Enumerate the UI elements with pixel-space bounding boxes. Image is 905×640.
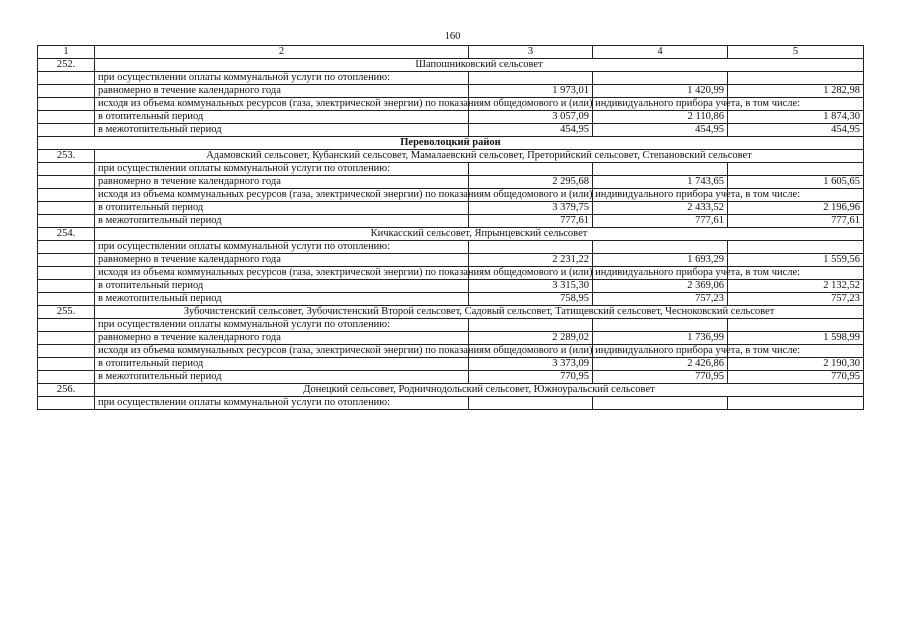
value-cell: 1 736,99 bbox=[593, 332, 728, 345]
empty-cell bbox=[728, 163, 864, 176]
row-label: исходя из объема коммунальных ресурсов (газа, электрической энергии) по показаниям общедомового и (или) индивидуального прибора учета, в том числе: bbox=[95, 267, 469, 280]
table-row bbox=[38, 98, 864, 111]
header-cell: 2 bbox=[95, 46, 469, 59]
table-row bbox=[38, 85, 864, 98]
table-row bbox=[38, 176, 864, 189]
section-title: Адамовский сельсовет, Кубанский сельсовет, Мамалаевский сельсовет, Преторийский сельсовет, Степановский сельсовет bbox=[95, 150, 864, 163]
row-number: 256. bbox=[38, 384, 95, 397]
table-row bbox=[38, 111, 864, 124]
table-row bbox=[38, 241, 864, 254]
value-cell: 1 598,99 bbox=[728, 332, 864, 345]
table-row bbox=[38, 345, 864, 358]
section-row bbox=[38, 150, 864, 163]
value-cell: 1 693,29 bbox=[593, 254, 728, 267]
empty-cell bbox=[469, 397, 593, 410]
section-row bbox=[38, 59, 864, 72]
table-row bbox=[38, 215, 864, 228]
table-row bbox=[38, 202, 864, 215]
row-label: в межотопительный период bbox=[95, 215, 469, 228]
table-row bbox=[38, 189, 864, 202]
value-cell: 3 373,09 bbox=[469, 358, 593, 371]
section-row bbox=[38, 228, 864, 241]
district-row bbox=[38, 137, 864, 150]
row-label: при осуществлении оплаты коммунальной услуги по отоплению: bbox=[95, 319, 469, 332]
value-cell: 454,95 bbox=[593, 124, 728, 137]
table-row bbox=[38, 358, 864, 371]
value-cell: 2 110,86 bbox=[593, 111, 728, 124]
empty-cell bbox=[38, 163, 95, 176]
empty-cell bbox=[38, 241, 95, 254]
empty-cell bbox=[728, 397, 864, 410]
value-cell: 770,95 bbox=[728, 371, 864, 384]
value-cell: 2 289,02 bbox=[469, 332, 593, 345]
row-label: при осуществлении оплаты коммунальной услуги по отоплению: bbox=[95, 397, 469, 410]
empty-cell bbox=[38, 85, 95, 98]
row-number: 255. bbox=[38, 306, 95, 319]
value-cell: 454,95 bbox=[469, 124, 593, 137]
empty-cell bbox=[593, 241, 728, 254]
value-cell: 777,61 bbox=[728, 215, 864, 228]
empty-cell bbox=[38, 319, 95, 332]
value-cell: 2 426,86 bbox=[593, 358, 728, 371]
section-title: Зубочистенский сельсовет, Зубочистенский Второй сельсовет, Садовый сельсовет, Татищевский сельсовет, Чесноковский сельсовет bbox=[95, 306, 864, 319]
empty-cell bbox=[469, 241, 593, 254]
table-row bbox=[38, 371, 864, 384]
value-cell: 2 132,52 bbox=[728, 280, 864, 293]
row-label: при осуществлении оплаты коммунальной услуги по отоплению: bbox=[95, 241, 469, 254]
empty-cell bbox=[593, 72, 728, 85]
row-label: при осуществлении оплаты коммунальной услуги по отоплению: bbox=[95, 163, 469, 176]
table-row bbox=[38, 124, 864, 137]
value-cell: 2 196,96 bbox=[728, 202, 864, 215]
empty-cell bbox=[38, 98, 95, 111]
table-row bbox=[38, 267, 864, 280]
row-number: 252. bbox=[38, 59, 95, 72]
row-label: исходя из объема коммунальных ресурсов (газа, электрической энергии) по показаниям общедомового и (или) индивидуального прибора учета, в том числе: bbox=[95, 189, 469, 202]
header-cell: 5 bbox=[728, 46, 864, 59]
value-cell: 757,23 bbox=[593, 293, 728, 306]
empty-cell bbox=[38, 111, 95, 124]
empty-cell bbox=[38, 202, 95, 215]
section-row bbox=[38, 384, 864, 397]
table-row bbox=[38, 293, 864, 306]
table-row bbox=[38, 319, 864, 332]
header-cell: 4 bbox=[593, 46, 728, 59]
row-label: в межотопительный период bbox=[95, 371, 469, 384]
value-cell: 1 743,65 bbox=[593, 176, 728, 189]
empty-cell bbox=[38, 215, 95, 228]
value-cell: 454,95 bbox=[728, 124, 864, 137]
empty-cell bbox=[593, 163, 728, 176]
table-row bbox=[38, 332, 864, 345]
value-cell: 3 057,09 bbox=[469, 111, 593, 124]
empty-cell bbox=[38, 345, 95, 358]
empty-cell bbox=[38, 397, 95, 410]
value-cell: 1 420,99 bbox=[593, 85, 728, 98]
empty-cell bbox=[593, 319, 728, 332]
empty-cell bbox=[38, 280, 95, 293]
value-cell: 3 379,75 bbox=[469, 202, 593, 215]
value-cell: 1 282,98 bbox=[728, 85, 864, 98]
empty-cell bbox=[469, 319, 593, 332]
empty-cell bbox=[469, 72, 593, 85]
value-cell: 770,95 bbox=[593, 371, 728, 384]
value-cell: 1 605,65 bbox=[728, 176, 864, 189]
section-row bbox=[38, 306, 864, 319]
empty-cell bbox=[469, 163, 593, 176]
value-cell: 2 433,52 bbox=[593, 202, 728, 215]
empty-cell bbox=[38, 189, 95, 202]
table-header-row bbox=[38, 46, 864, 59]
value-cell: 1 874,30 bbox=[728, 111, 864, 124]
row-number: 253. bbox=[38, 150, 95, 163]
row-label: в межотопительный период bbox=[95, 293, 469, 306]
value-cell: 777,61 bbox=[469, 215, 593, 228]
value-cell: 777,61 bbox=[593, 215, 728, 228]
value-cell: 770,95 bbox=[469, 371, 593, 384]
row-label: в отопительный период bbox=[95, 280, 469, 293]
row-label: равномерно в течение календарного года bbox=[95, 85, 469, 98]
row-label: в межотопительный период bbox=[95, 124, 469, 137]
empty-cell bbox=[38, 332, 95, 345]
empty-cell bbox=[728, 72, 864, 85]
district-title: Переволоцкий район bbox=[38, 137, 864, 150]
row-label: в отопительный период bbox=[95, 111, 469, 124]
empty-cell bbox=[38, 72, 95, 85]
empty-cell bbox=[38, 371, 95, 384]
section-title: Шапошниковский сельсовет bbox=[95, 59, 864, 72]
page-number: 160 bbox=[444, 31, 461, 42]
section-title: Кичкасский сельсовет, Япрынцевский сельсовет bbox=[95, 228, 864, 241]
empty-cell bbox=[728, 241, 864, 254]
table-row bbox=[38, 280, 864, 293]
row-label: равномерно в течение календарного года bbox=[95, 332, 469, 345]
empty-cell bbox=[38, 293, 95, 306]
empty-cell bbox=[38, 267, 95, 280]
value-cell: 3 315,30 bbox=[469, 280, 593, 293]
row-label: в отопительный период bbox=[95, 202, 469, 215]
table-row bbox=[38, 163, 864, 176]
row-label: исходя из объема коммунальных ресурсов (газа, электрической энергии) по показаниям общедомового и (или) индивидуального прибора учета, в том числе: bbox=[95, 98, 469, 111]
row-number: 254. bbox=[38, 228, 95, 241]
value-cell: 1 559,56 bbox=[728, 254, 864, 267]
table-row bbox=[38, 254, 864, 267]
empty-cell bbox=[38, 124, 95, 137]
empty-cell bbox=[38, 254, 95, 267]
table-row bbox=[38, 72, 864, 85]
value-cell: 2 190,30 bbox=[728, 358, 864, 371]
tariff-table bbox=[37, 45, 864, 410]
row-label: в отопительный период bbox=[95, 358, 469, 371]
value-cell: 758,95 bbox=[469, 293, 593, 306]
empty-cell bbox=[728, 319, 864, 332]
row-label: равномерно в течение календарного года bbox=[95, 254, 469, 267]
empty-cell bbox=[38, 358, 95, 371]
table-row bbox=[38, 397, 864, 410]
row-label: при осуществлении оплаты коммунальной услуги по отоплению: bbox=[95, 72, 469, 85]
empty-cell bbox=[38, 176, 95, 189]
row-label: исходя из объема коммунальных ресурсов (газа, электрической энергии) по показаниям общедомового и (или) индивидуального прибора учета, в том числе: bbox=[95, 345, 469, 358]
section-title: Донецкий сельсовет, Родничнодольский сельсовет, Южноуральский сельсовет bbox=[95, 384, 864, 397]
empty-cell bbox=[593, 397, 728, 410]
value-cell: 1 973,01 bbox=[469, 85, 593, 98]
row-label: равномерно в течение календарного года bbox=[95, 176, 469, 189]
header-cell: 3 bbox=[469, 46, 593, 59]
value-cell: 2 295,68 bbox=[469, 176, 593, 189]
header-cell: 1 bbox=[38, 46, 95, 59]
value-cell: 757,23 bbox=[728, 293, 864, 306]
value-cell: 2 369,06 bbox=[593, 280, 728, 293]
value-cell: 2 231,22 bbox=[469, 254, 593, 267]
